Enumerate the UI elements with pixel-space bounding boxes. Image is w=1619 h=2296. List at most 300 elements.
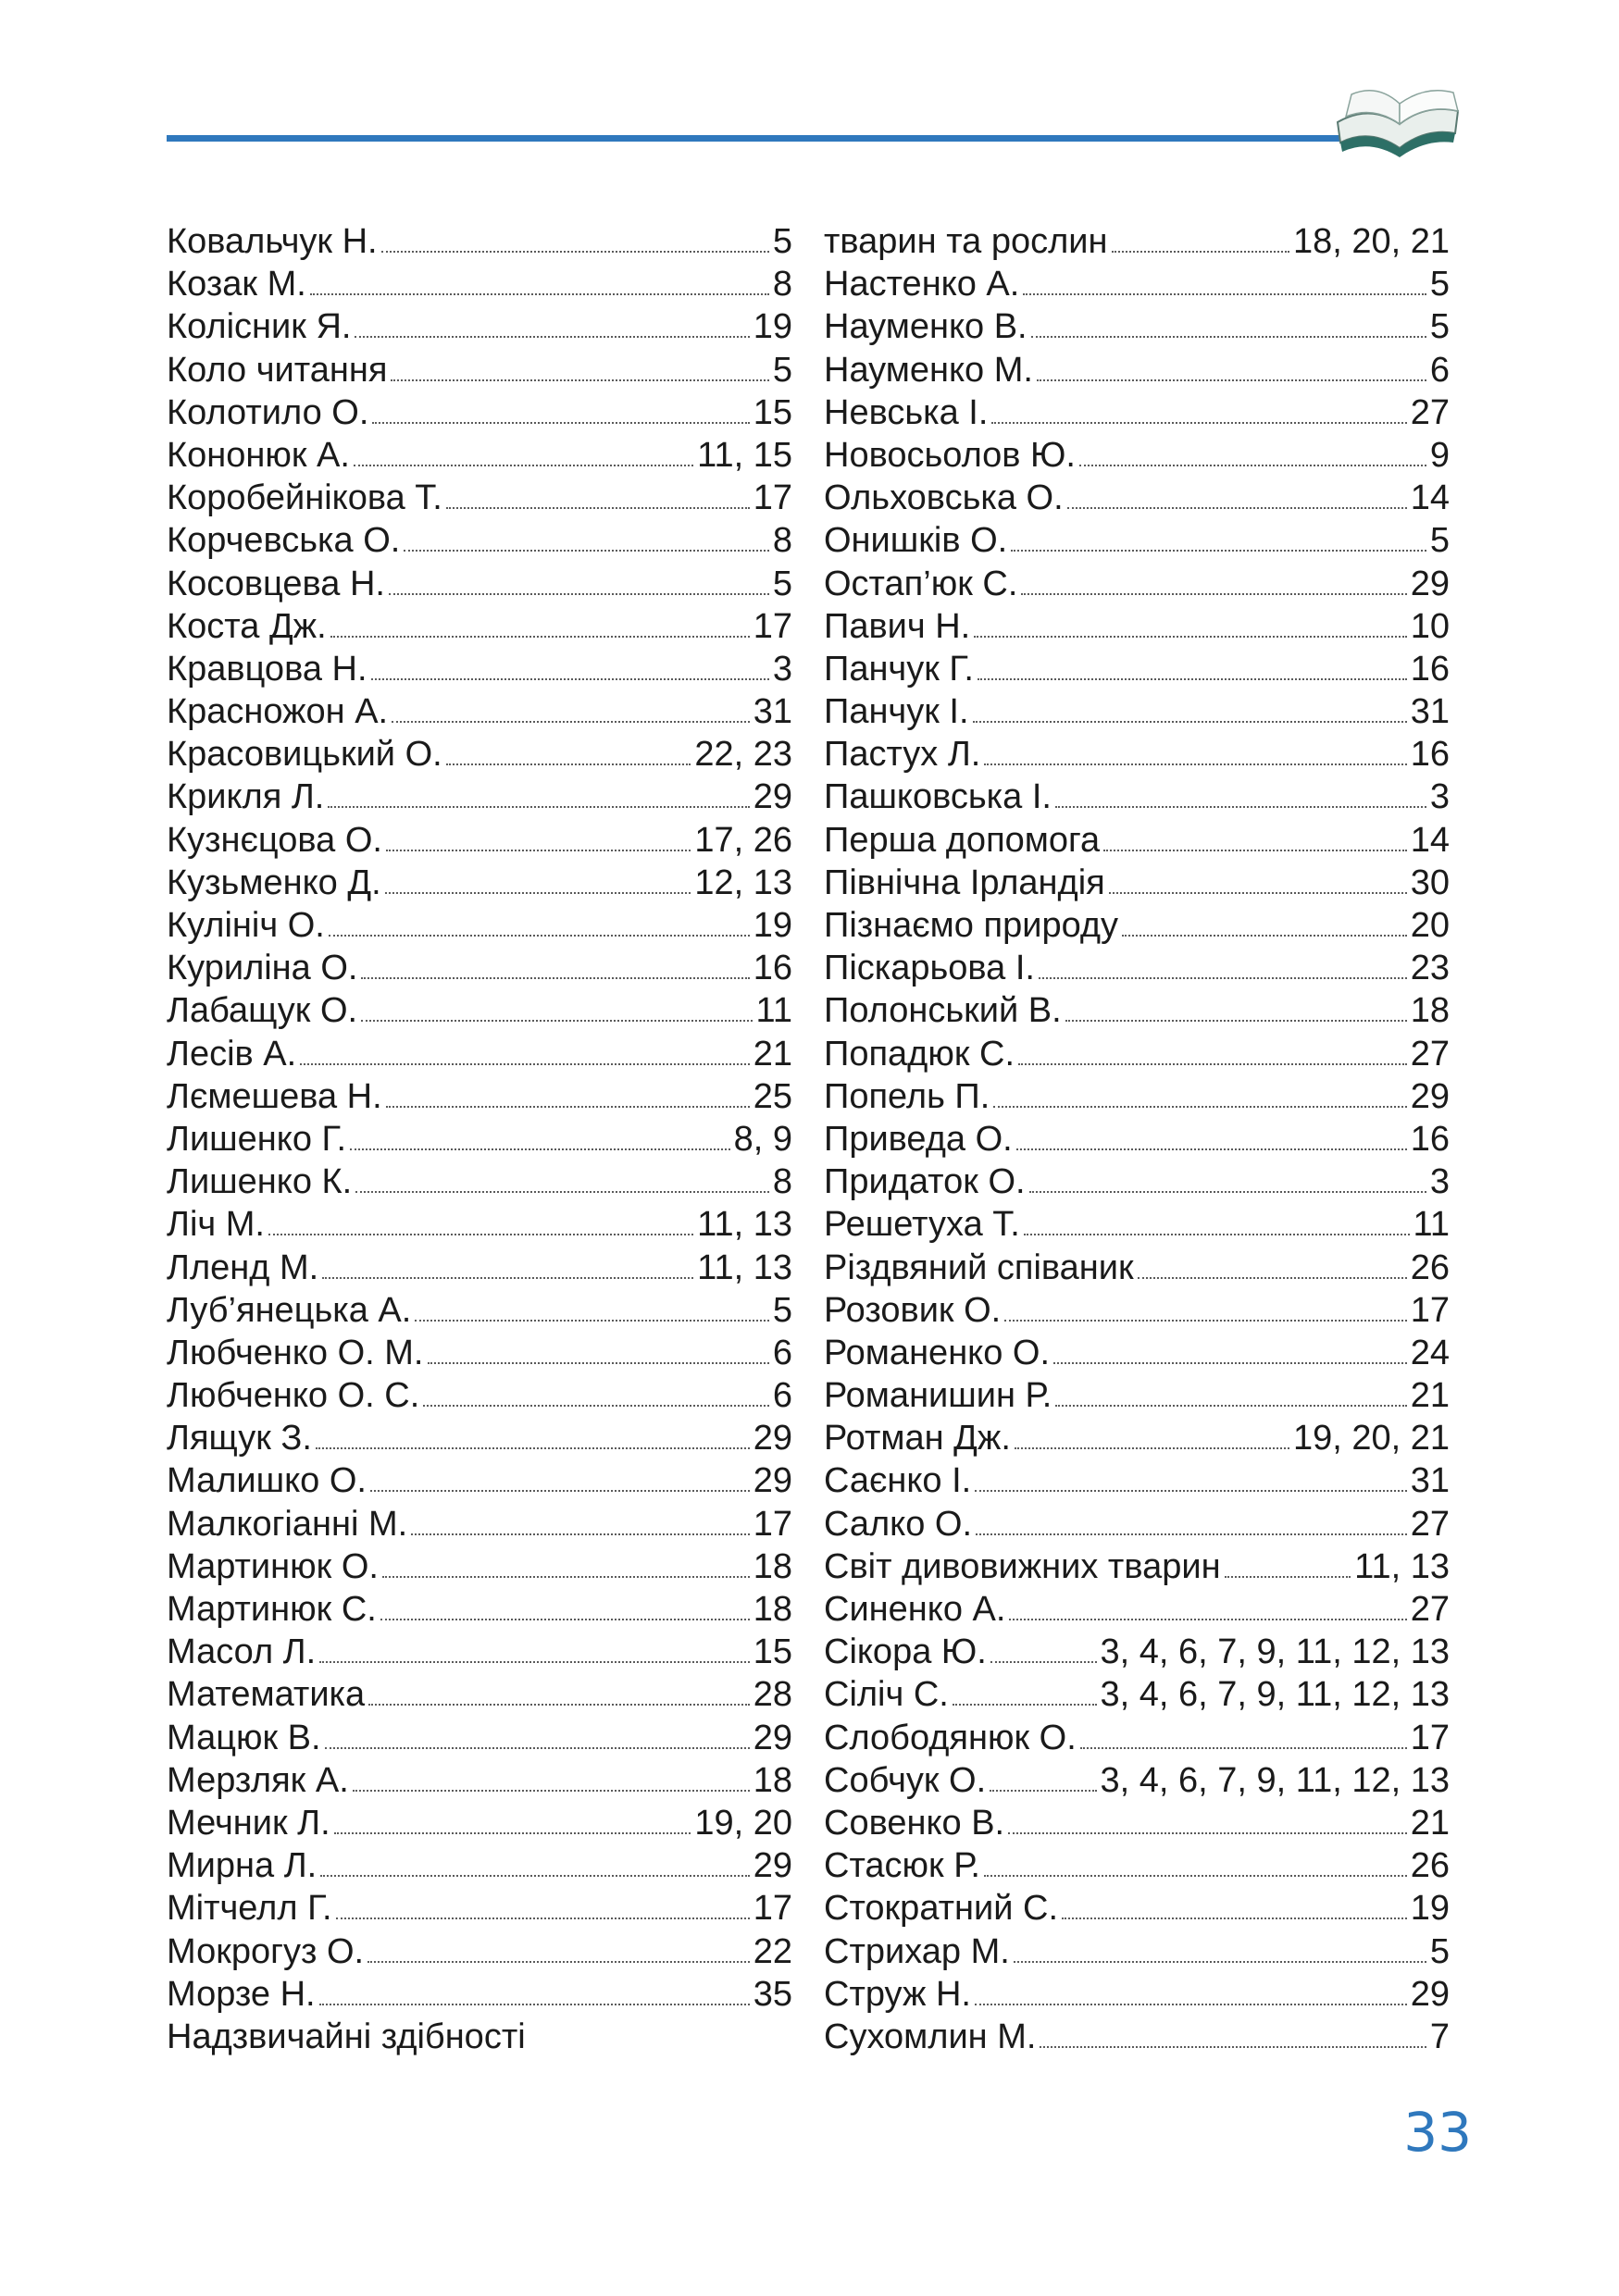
- entry-name: Настенко А.: [824, 265, 1020, 304]
- index-entry: [167, 563, 792, 605]
- entry-pages: 17, 26: [694, 820, 792, 860]
- index-entry: [167, 1973, 792, 2016]
- index-column-left: [167, 220, 792, 2058]
- dot-leader: [1015, 1447, 1289, 1449]
- entry-pages: 17: [753, 1889, 792, 1929]
- index-entry: [167, 2016, 792, 2058]
- entry-name: Малишко О.: [167, 1461, 367, 1501]
- entry-name: Слободянюк О.: [824, 1718, 1077, 1757]
- dot-leader: [404, 550, 769, 552]
- index-entry: [167, 1588, 792, 1631]
- dot-leader: [1079, 465, 1426, 466]
- dot-leader: [1138, 1277, 1407, 1279]
- entry-name: Лишенко Г.: [167, 1119, 347, 1159]
- entry-name: Кузьменко Д.: [167, 863, 381, 902]
- dot-leader: [1080, 1747, 1407, 1749]
- index-entry: [824, 434, 1450, 477]
- entry-pages: 6: [1429, 350, 1450, 390]
- entry-pages: 25: [753, 1076, 792, 1116]
- index-entry: [824, 1930, 1450, 1973]
- dot-leader: [991, 422, 1406, 424]
- index-entry: [167, 1802, 792, 1844]
- entry-pages: 9: [1429, 435, 1450, 475]
- entry-name: Масол Л.: [167, 1632, 317, 1672]
- entry-name: Собчук О.: [824, 1760, 987, 1800]
- dot-leader: [382, 1576, 750, 1578]
- entry-name: Невська І.: [824, 392, 989, 432]
- index-entry: [167, 648, 792, 690]
- entry-pages: 22: [753, 1931, 792, 1971]
- entry-name: Коло читання: [167, 350, 388, 390]
- entry-name: Остап’юк С.: [824, 564, 1018, 603]
- dot-leader: [392, 721, 750, 723]
- entry-pages: 6: [772, 1376, 792, 1416]
- dot-leader: [1004, 1320, 1406, 1322]
- index-entry: [167, 947, 792, 989]
- dot-leader: [386, 850, 691, 851]
- header-rule: [167, 135, 1342, 142]
- entry-name: Сухомлин М.: [824, 2017, 1037, 2056]
- dot-leader: [1039, 977, 1407, 979]
- dot-leader: [978, 678, 1407, 680]
- dot-leader: [372, 422, 749, 424]
- entry-pages: 16: [1410, 1119, 1450, 1159]
- dot-leader: [319, 1661, 750, 1663]
- index-entry: [824, 1075, 1450, 1118]
- entry-name: Ліч М.: [167, 1205, 265, 1245]
- entry-pages: 8: [772, 1162, 792, 1202]
- index-entry: [167, 819, 792, 862]
- entry-pages: 8: [772, 521, 792, 561]
- index-entry: [167, 1075, 792, 1118]
- index-entry: [824, 263, 1450, 305]
- index-entry: [167, 263, 792, 305]
- dot-leader: [984, 1875, 1407, 1877]
- entry-name: Пашковська І.: [824, 777, 1052, 817]
- entry-name: Сікора Ю.: [824, 1632, 987, 1672]
- dot-leader: [1029, 1191, 1426, 1193]
- entry-name: Науменко М.: [824, 350, 1033, 390]
- entry-pages: 19: [753, 307, 792, 347]
- entry-name: Стократний С.: [824, 1889, 1059, 1929]
- entry-pages: 17: [1410, 1290, 1450, 1330]
- index-entry: [824, 819, 1450, 862]
- index-entry: [824, 1203, 1450, 1246]
- entry-name: Луб’янецька А.: [167, 1290, 412, 1330]
- entry-name: Пізнаємо природу: [824, 906, 1119, 945]
- entry-name: Мацюк В.: [167, 1718, 321, 1757]
- entry-name: Любченко О. М.: [167, 1333, 424, 1372]
- index-entry: [167, 904, 792, 947]
- entry-name: Косовцева Н.: [167, 564, 385, 603]
- dot-leader: [1055, 806, 1426, 808]
- entry-name: Світ дивовижних тварин: [824, 1546, 1221, 1586]
- dot-leader: [1112, 251, 1289, 253]
- index-entry: [167, 477, 792, 519]
- dot-leader: [1018, 1063, 1407, 1065]
- entry-pages: 3: [1429, 1162, 1450, 1202]
- dot-leader: [389, 593, 769, 595]
- entry-pages: 29: [753, 1718, 792, 1757]
- entry-pages: 17: [753, 478, 792, 518]
- entry-name: Різдвяний співаник: [824, 1247, 1134, 1287]
- index-entry: [824, 989, 1450, 1032]
- index-entry: [824, 1503, 1450, 1545]
- dot-leader: [975, 1490, 1406, 1492]
- entry-name: Саєнко І.: [824, 1461, 972, 1501]
- dot-leader: [355, 336, 749, 338]
- dot-leader: [316, 1447, 750, 1449]
- entry-name: Салко О.: [824, 1504, 973, 1544]
- index-entry: [824, 1332, 1450, 1374]
- entry-name: Новосьолов Ю.: [824, 435, 1076, 475]
- entry-name: Коста Дж.: [167, 606, 327, 646]
- entry-name: Синенко А.: [824, 1590, 1006, 1629]
- entry-pages: 17: [753, 1504, 792, 1544]
- index-entry: [167, 1503, 792, 1545]
- index-entry: [824, 563, 1450, 605]
- dot-leader: [1011, 550, 1426, 552]
- dot-leader: [386, 1106, 750, 1108]
- entry-name: Романишин Р.: [824, 1376, 1052, 1416]
- entry-pages: 11, 15: [697, 435, 792, 475]
- entry-name: Малкогіанні М.: [167, 1504, 408, 1544]
- entry-pages: 21: [1410, 1376, 1450, 1416]
- dot-leader: [446, 763, 691, 765]
- entry-pages: 16: [1410, 649, 1450, 689]
- dot-leader: [975, 2004, 1407, 2005]
- index-entry: [824, 648, 1450, 690]
- entry-name: Струж Н.: [824, 1974, 971, 2014]
- dot-leader: [415, 1320, 769, 1322]
- dot-leader: [1014, 1961, 1426, 1963]
- entry-name: Кононюк А.: [167, 435, 350, 475]
- index-entry: [824, 1717, 1450, 1759]
- open-book-icon: [1333, 67, 1463, 173]
- dot-leader: [1053, 1362, 1407, 1364]
- entry-name: Розовик О.: [824, 1290, 1002, 1330]
- entry-pages: 14: [1410, 478, 1450, 518]
- dot-leader: [446, 507, 750, 509]
- entry-name: Пастух Л.: [824, 735, 981, 775]
- entry-name: Науменко В.: [824, 307, 1027, 347]
- entry-name: Ольховська О.: [824, 478, 1064, 518]
- entry-name: Куриліна О.: [167, 949, 358, 988]
- index-entry: [824, 1887, 1450, 1930]
- entry-pages: 5: [1429, 307, 1450, 347]
- dot-leader: [423, 1405, 769, 1407]
- entry-pages: 5: [772, 564, 792, 603]
- entry-pages: 23: [1410, 949, 1450, 988]
- dot-leader: [268, 1234, 693, 1235]
- dot-leader: [353, 1790, 750, 1792]
- index-entry: [167, 989, 792, 1032]
- entry-name: Стрихар М.: [824, 1931, 1010, 1971]
- entry-name: Сіліч С.: [824, 1675, 949, 1715]
- dot-leader: [1103, 850, 1407, 851]
- entry-pages: 11: [755, 991, 792, 1031]
- dot-leader: [336, 1917, 750, 1919]
- dot-leader: [990, 1661, 1097, 1663]
- dot-leader: [355, 1191, 769, 1193]
- entry-pages: 19: [1410, 1889, 1450, 1929]
- dot-leader: [1016, 1148, 1407, 1150]
- entry-name: Решетуха Т.: [824, 1205, 1020, 1245]
- dot-leader: [330, 636, 750, 638]
- entry-name: Лишенко К.: [167, 1162, 353, 1202]
- index-entry: [824, 1844, 1450, 1887]
- index-entry: [167, 1930, 792, 1973]
- dot-leader: [1024, 1234, 1410, 1235]
- index-entry: [167, 1033, 792, 1075]
- dot-leader: [361, 1020, 752, 1022]
- entry-name: Кузнєцова О.: [167, 820, 382, 860]
- dot-leader: [976, 1533, 1407, 1535]
- entry-pages: 27: [1410, 1034, 1450, 1074]
- index-entry: [824, 776, 1450, 818]
- page-number: 33: [1403, 2101, 1472, 2164]
- index-entry: [824, 862, 1450, 904]
- index-entry: [824, 690, 1450, 733]
- dot-leader: [1062, 1917, 1407, 1919]
- entry-pages: 11, 13: [697, 1247, 792, 1287]
- dot-leader: [361, 977, 749, 979]
- entry-pages: 16: [753, 949, 792, 988]
- dot-leader: [993, 1106, 1406, 1108]
- entry-pages: 21: [1410, 1803, 1450, 1843]
- index-entry: [167, 1459, 792, 1502]
- entry-pages: 17: [1410, 1718, 1450, 1757]
- index-entry: [824, 947, 1450, 989]
- index-entry: [824, 1545, 1450, 1588]
- dot-leader: [319, 2004, 750, 2005]
- entry-pages: 18: [1410, 991, 1450, 1031]
- entry-name: Мирна Л.: [167, 1846, 318, 1886]
- entry-pages: 31: [753, 692, 792, 732]
- entry-pages: 3, 4, 6, 7, 9, 11, 12, 13: [1100, 1675, 1450, 1715]
- dot-leader: [310, 293, 769, 295]
- entry-name: Любченко О. С.: [167, 1376, 420, 1416]
- entry-pages: 19, 20, 21: [1292, 1419, 1450, 1458]
- entry-pages: 29: [1410, 564, 1450, 603]
- entry-name: Козак М.: [167, 265, 306, 304]
- entry-pages: 16: [1410, 735, 1450, 775]
- entry-pages: 19, 20: [694, 1803, 792, 1843]
- entry-pages: 3: [1429, 777, 1450, 817]
- entry-pages: 31: [1410, 692, 1450, 732]
- dot-leader: [428, 1362, 769, 1364]
- index-entry: [824, 1759, 1450, 1802]
- dot-leader: [1009, 1619, 1406, 1620]
- index-entry: [824, 904, 1450, 947]
- index-entry: [167, 1759, 792, 1802]
- dot-leader: [350, 1148, 730, 1150]
- entry-pages: 11, 13: [1354, 1546, 1450, 1586]
- entry-name: Красножон А.: [167, 692, 389, 732]
- index-entry: [824, 1588, 1450, 1631]
- index-entry: [167, 1417, 792, 1459]
- entry-pages: 11: [1413, 1205, 1450, 1245]
- dot-leader: [1040, 2046, 1426, 2048]
- dot-leader: [322, 1277, 693, 1279]
- dot-leader: [953, 1704, 1097, 1706]
- entry-pages: 8: [772, 265, 792, 304]
- entry-pages: 29: [753, 1461, 792, 1501]
- index-entry: [167, 1203, 792, 1246]
- index-entry: [824, 2016, 1450, 2058]
- entry-pages: 24: [1410, 1333, 1450, 1372]
- index-entry: [824, 519, 1450, 562]
- entry-name: Мечник Л.: [167, 1803, 330, 1843]
- index-entry: [167, 862, 792, 904]
- index-entry: [167, 1118, 792, 1160]
- index-entry: [824, 220, 1450, 263]
- entry-pages: 8, 9: [733, 1119, 792, 1159]
- index-entry: [824, 1631, 1450, 1673]
- entry-pages: 28: [753, 1675, 792, 1715]
- entry-pages: 31: [1410, 1461, 1450, 1501]
- entry-pages: 5: [772, 1290, 792, 1330]
- entry-pages: 3, 4, 6, 7, 9, 11, 12, 13: [1100, 1760, 1450, 1800]
- entry-pages: 27: [1410, 1590, 1450, 1629]
- index-entry: [167, 391, 792, 434]
- index-entry: [824, 1033, 1450, 1075]
- entry-name: тварин та рослин: [824, 222, 1108, 261]
- entry-pages: 22, 23: [694, 735, 792, 775]
- entry-pages: 5: [1429, 1931, 1450, 1971]
- dot-leader: [1008, 1832, 1407, 1834]
- dot-leader: [1065, 1020, 1407, 1022]
- entry-name: Панчук І.: [824, 692, 969, 732]
- entry-pages: 29: [753, 1846, 792, 1886]
- entry-pages: 35: [753, 1974, 792, 2014]
- entry-pages: 26: [1410, 1247, 1450, 1287]
- dot-leader: [1055, 1405, 1406, 1407]
- entry-name: Крикля Л.: [167, 777, 325, 817]
- index-entry: [167, 1545, 792, 1588]
- index-entry: [167, 349, 792, 391]
- index-entry: [167, 1887, 792, 1930]
- dot-leader: [1122, 935, 1407, 937]
- entry-name: Попель П.: [824, 1076, 990, 1116]
- dot-leader: [367, 1961, 750, 1963]
- entry-name: Мокрогуз О.: [167, 1931, 365, 1971]
- entry-pages: 26: [1410, 1846, 1450, 1886]
- entry-name: Панчук Г.: [824, 649, 974, 689]
- entry-name: Лящук З.: [167, 1419, 312, 1458]
- entry-pages: 21: [753, 1034, 792, 1074]
- index-entry: [824, 391, 1450, 434]
- entry-pages: 11, 13: [697, 1205, 792, 1245]
- entry-name: Стасюк Р.: [824, 1846, 980, 1886]
- entry-name: Лленд М.: [167, 1247, 319, 1287]
- dot-leader: [1021, 593, 1406, 595]
- entry-name: Мерзляк А.: [167, 1760, 349, 1800]
- dot-leader: [328, 806, 749, 808]
- index-entry: [824, 1417, 1450, 1459]
- entry-name: Красовицький О.: [167, 735, 442, 775]
- dot-leader: [329, 935, 750, 937]
- entry-pages: 15: [753, 1632, 792, 1672]
- entry-name: Математика: [167, 1675, 366, 1715]
- index-entry: [824, 1160, 1450, 1203]
- entry-pages: 6: [772, 1333, 792, 1372]
- dot-leader: [1037, 379, 1426, 381]
- dot-leader: [385, 892, 691, 894]
- entry-pages: 12, 13: [694, 863, 792, 902]
- index-entry: [167, 1844, 792, 1887]
- index-entry: [167, 690, 792, 733]
- entry-name: Попадюк С.: [824, 1034, 1015, 1074]
- dot-leader: [973, 721, 1407, 723]
- entry-name: Павич Н.: [824, 606, 971, 646]
- index-entry: [824, 1459, 1450, 1502]
- entry-name: Ротман Дж.: [824, 1419, 1011, 1458]
- index-entry: [824, 477, 1450, 519]
- entry-name: Надзвичайні здібності: [167, 2017, 526, 2056]
- entry-name: Кулініч О.: [167, 906, 325, 945]
- index-entry: [824, 605, 1450, 648]
- index-entry: [167, 1374, 792, 1417]
- entry-pages: 3, 4, 6, 7, 9, 11, 12, 13: [1100, 1632, 1450, 1672]
- entry-name: Романенко О.: [824, 1333, 1051, 1372]
- entry-name: Полонський В.: [824, 991, 1062, 1031]
- index-entry: [824, 305, 1450, 348]
- entry-pages: 18, 20, 21: [1292, 222, 1450, 261]
- entry-pages: 29: [1410, 1974, 1450, 2014]
- entry-pages: 27: [1410, 392, 1450, 432]
- entry-name: Корчевська О.: [167, 521, 401, 561]
- dot-leader: [1031, 336, 1426, 338]
- dot-leader: [974, 636, 1407, 638]
- index-entry: [167, 1160, 792, 1203]
- index-entry: [167, 1631, 792, 1673]
- index-entry: [167, 519, 792, 562]
- index-entry: [167, 776, 792, 818]
- entry-name: Перша допомога: [824, 820, 1101, 860]
- entry-name: Мартинюк О.: [167, 1546, 379, 1586]
- index-entry: [167, 1289, 792, 1332]
- entry-name: Колісник Я.: [167, 307, 352, 347]
- entry-pages: 5: [772, 350, 792, 390]
- dot-leader: [1023, 293, 1426, 295]
- index-entry: [824, 1973, 1450, 2016]
- entry-name: Онишків О.: [824, 521, 1008, 561]
- dot-leader: [990, 1790, 1096, 1792]
- entry-pages: 18: [753, 1590, 792, 1629]
- dot-leader: [1225, 1576, 1351, 1578]
- entry-name: Колотило О.: [167, 392, 369, 432]
- entry-pages: 10: [1410, 606, 1450, 646]
- index-entry: [167, 220, 792, 263]
- index-entry: [824, 1673, 1450, 1716]
- index-entry: [824, 1374, 1450, 1417]
- dot-leader: [371, 678, 769, 680]
- entry-name: Морзе Н.: [167, 1974, 316, 2014]
- entry-name: Піскарьова І.: [824, 949, 1035, 988]
- dot-leader: [354, 465, 693, 466]
- index-entry: [824, 1802, 1450, 1844]
- entry-name: Ковальчук Н.: [167, 222, 378, 261]
- index-entry: [824, 1247, 1450, 1289]
- entry-name: Північна Ірландія: [824, 863, 1105, 902]
- entry-pages: 29: [753, 1419, 792, 1458]
- entry-pages: 5: [1429, 265, 1450, 304]
- dot-leader: [984, 763, 1406, 765]
- entry-pages: 14: [1410, 820, 1450, 860]
- index-entry: [167, 1673, 792, 1716]
- entry-pages: 27: [1410, 1504, 1450, 1544]
